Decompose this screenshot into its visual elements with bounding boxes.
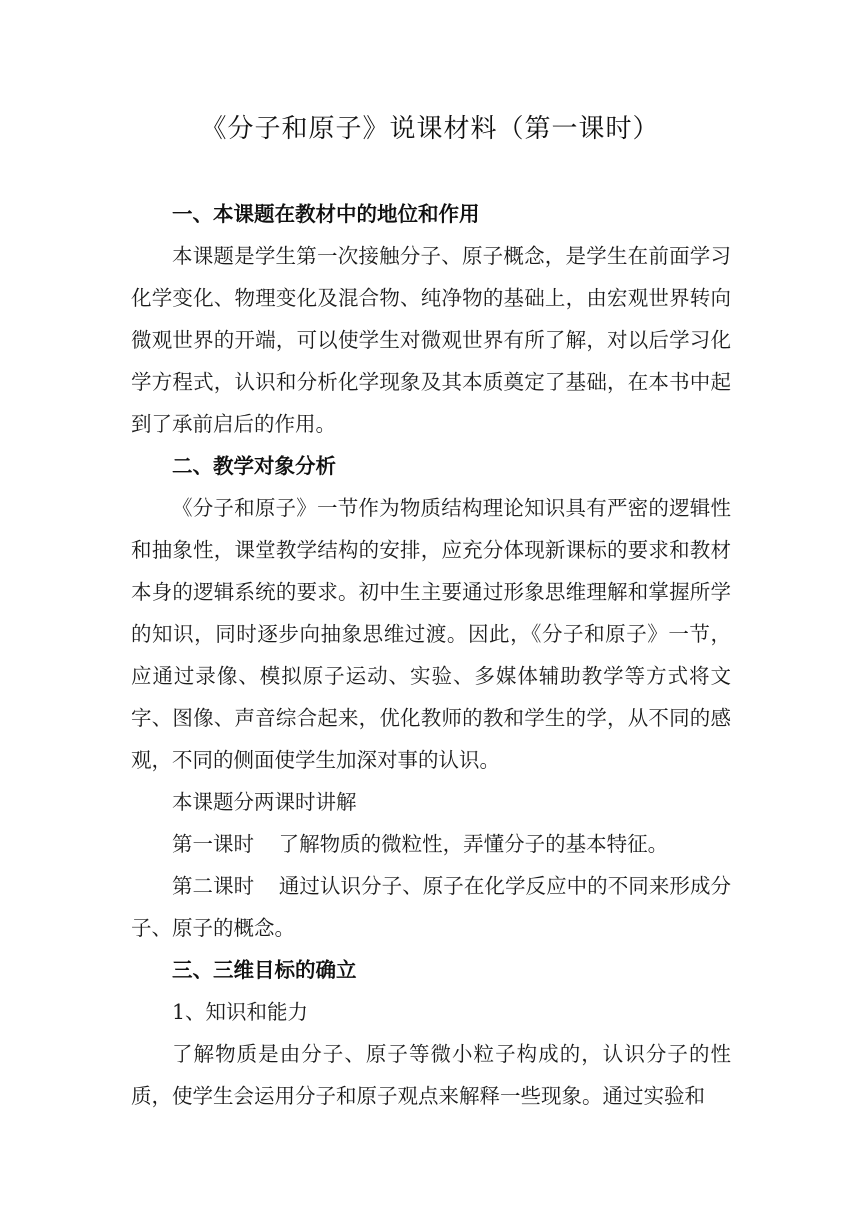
lesson-two-label: 第二课时 bbox=[172, 874, 255, 898]
lesson-one-text: 了解物质的微粒性，弄懂分子的基本特征。 bbox=[278, 832, 669, 856]
section-heading-2: 二、教学对象分析 bbox=[172, 454, 336, 478]
document-title: 《分子和原子》说课材料（第一课时） bbox=[200, 114, 660, 144]
paragraph-lesson-two bbox=[131, 865, 731, 949]
paragraph-student-analysis: 《分子和原子》一节作为物质结构理论知识具有严密的逻辑性和抽象性，课堂教学结构的安排，应充分体现新课标的要求和教材本身的逻辑系统的要求。初中生主要通过形象思维理解和掌握所学的知识，同时逐步向抽象思维过渡。因此，《分子和原子》一节，应通过录像、模拟原子运动、实验、多媒体辅助教学等方式将文字、图像、声音综合起来，优化教师的教和学生的学，从不同的感观，不同的侧面使学生加深对事的认识。 bbox=[131, 496, 731, 772]
document-body bbox=[131, 193, 731, 1117]
paragraph-knowledge-ability: 1、知识和能力 bbox=[172, 1000, 309, 1024]
paragraph-role-of-topic: 本课题是学生第一次接触分子、原子概念，是学生在前面学习化学变化、物理变化及混合物、纯净物的基础上，由宏观世界转向微观世界的开端，可以使学生对微观世界有所了解，对以后学习化学方程式，认识和分析化学现象及其本质奠定了基础，在本书中起到了承前启后的作用。 bbox=[131, 244, 731, 436]
paragraph-lesson-one bbox=[131, 823, 731, 865]
section-heading-1: 一、本课题在教材中的地位和作用 bbox=[172, 202, 480, 226]
lesson-one-label: 第一课时 bbox=[172, 832, 254, 856]
paragraph-lesson-split: 本课题分两课时讲解 bbox=[172, 790, 357, 814]
paragraph-knowledge-detail: 了解物质是由分子、原子等微小粒子构成的，认识分子的性质，使学生会运用分子和原子观点来解释一些现象。通过实验和 bbox=[131, 1042, 731, 1108]
section-heading-3: 三、三维目标的确立 bbox=[172, 958, 357, 982]
lesson-two-text: 通过认识分子、原子在化学反应中的不同来形成分子、原子的概念。 bbox=[131, 874, 732, 940]
